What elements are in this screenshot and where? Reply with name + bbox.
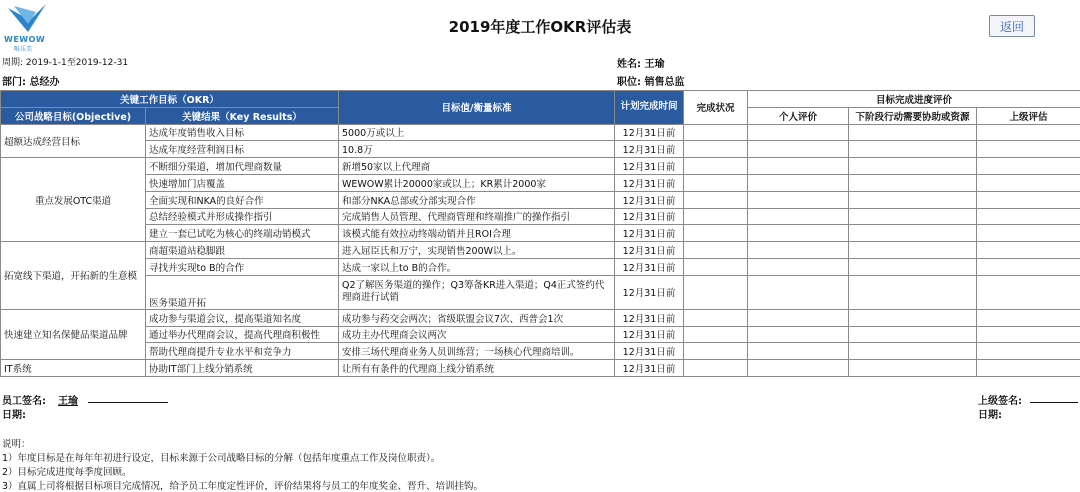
key-result-cell: 医务渠道开拓 <box>146 275 339 309</box>
self-eval-cell[interactable] <box>748 275 849 309</box>
position-label: 职位: 销售总监 <box>617 77 685 88</box>
self-eval-cell[interactable] <box>748 174 849 191</box>
target-cell: 成功参与药交会两次；省级联盟会议7次、西普会1次 <box>339 309 615 326</box>
status-cell[interactable] <box>684 309 748 326</box>
employee-signature-name: 王瑜 <box>58 396 78 407</box>
status-cell[interactable] <box>684 242 748 259</box>
self-eval-cell[interactable] <box>748 258 849 275</box>
superior-eval-cell[interactable] <box>977 208 1080 225</box>
next-stage-cell[interactable] <box>849 225 977 242</box>
name-label: 姓名: 王瑜 <box>617 59 665 70</box>
date-cell: 12月31日前 <box>615 141 684 158</box>
date-cell: 12月31日前 <box>615 242 684 259</box>
table-row <box>1 360 1080 377</box>
status-cell[interactable] <box>684 208 748 225</box>
logo-subtext: 唯乐美 <box>14 46 33 53</box>
employee-date-label: 日期: <box>2 410 26 421</box>
date-cell: 12月31日前 <box>615 191 684 208</box>
status-cell[interactable] <box>684 191 748 208</box>
superior-eval-cell[interactable] <box>977 191 1080 208</box>
table-row <box>1 141 1080 158</box>
superior-eval-cell[interactable] <box>977 225 1080 242</box>
key-result-cell: 商超渠道站稳脚跟 <box>146 242 339 259</box>
next-stage-cell[interactable] <box>849 360 977 377</box>
target-cell: 进入屈臣氏和万宁，实现销售200W以上。 <box>339 242 615 259</box>
period-label: 周期: 2019-1-1至2019-12-31 <box>2 58 129 68</box>
next-stage-cell[interactable] <box>849 141 977 158</box>
next-stage-cell[interactable] <box>849 208 977 225</box>
objective-cell: 快速建立知名保健品渠道品牌 <box>1 309 146 359</box>
key-result-cell: 达成年度经营利润目标 <box>146 141 339 158</box>
superior-eval-cell[interactable] <box>977 242 1080 259</box>
key-results-header: 关键结果（Key Results） <box>146 107 339 124</box>
superior-eval-cell[interactable] <box>977 258 1080 275</box>
employee-signature-label: 员工签名: <box>2 396 46 407</box>
planned-time-header: 计划完成时间 <box>615 91 684 125</box>
superior-signature-label: 上级签名: <box>978 396 1022 407</box>
self-eval-cell[interactable] <box>748 343 849 360</box>
status-cell[interactable] <box>684 158 748 175</box>
objective-header: 公司战略目标(Objective) <box>1 107 146 124</box>
superior-eval-cell[interactable] <box>977 174 1080 191</box>
table-row <box>1 225 1080 242</box>
superior-eval-cell[interactable] <box>977 343 1080 360</box>
table-row <box>1 124 1080 141</box>
table-row <box>1 343 1080 360</box>
employee-signature-line <box>88 402 168 403</box>
superior-eval-cell[interactable] <box>977 360 1080 377</box>
status-cell[interactable] <box>684 174 748 191</box>
date-cell: 12月31日前 <box>615 158 684 175</box>
key-result-cell: 达成年度销售收入目标 <box>146 124 339 141</box>
next-stage-cell[interactable] <box>849 191 977 208</box>
target-cell: 完成销售人员管理、代理商管理和终端推广的操作指引 <box>339 208 615 225</box>
next-stage-cell[interactable] <box>849 242 977 259</box>
status-header: 完成状况 <box>684 91 748 125</box>
superior-eval-cell[interactable] <box>977 124 1080 141</box>
key-result-cell: 协助IT部门上线分销系统 <box>146 360 339 377</box>
next-stage-cell[interactable] <box>849 158 977 175</box>
superior-eval-cell[interactable] <box>977 158 1080 175</box>
target-header: 目标值/衡量标准 <box>339 91 615 125</box>
notes-title: 说明： <box>2 439 31 450</box>
key-result-cell: 建立一套已试吃为核心的终端动销模式 <box>146 225 339 242</box>
key-result-cell: 不断细分渠道，增加代理商数量 <box>146 158 339 175</box>
date-cell: 12月31日前 <box>615 208 684 225</box>
date-cell: 12月31日前 <box>615 343 684 360</box>
date-cell: 12月31日前 <box>615 258 684 275</box>
superior-eval-cell[interactable] <box>977 309 1080 326</box>
date-cell: 12月31日前 <box>615 309 684 326</box>
target-cell: 新增50家以上代理商 <box>339 158 615 175</box>
page-title: 2019年度工作OKR评估表 <box>448 18 632 36</box>
superior-eval-cell[interactable] <box>977 326 1080 343</box>
self-eval-cell[interactable] <box>748 309 849 326</box>
objective-cell: IT系统 <box>1 360 146 377</box>
note-item: 1）年度目标是在每年年初进行设定，目标来源于公司战略目标的分解（包括年度重点工作及岗位职责）。 <box>2 453 441 464</box>
superior-eval-cell[interactable] <box>977 275 1080 309</box>
objective-cell: 重点发展OTC渠道 <box>1 158 146 242</box>
note-item: 3）直属上司将根据目标项目完成情况，给予员工年度定性评价，评价结果将与员工的年度奖金、晋升、培训挂钩。 <box>2 481 484 492</box>
date-cell: 12月31日前 <box>615 225 684 242</box>
table-row <box>1 326 1080 343</box>
next-stage-cell[interactable] <box>849 124 977 141</box>
table-row <box>1 174 1080 191</box>
note-item: 2）目标完成进度每季度回顾。 <box>2 467 132 478</box>
target-cell: 让所有有条件的代理商上线分销系统 <box>339 360 615 377</box>
next-stage-cell[interactable] <box>849 174 977 191</box>
target-cell: 和部分NKA总部或分部实现合作 <box>339 191 615 208</box>
status-cell[interactable] <box>684 124 748 141</box>
goals-group-header: 关键工作目标（OKR） <box>1 91 339 108</box>
status-cell[interactable] <box>684 360 748 377</box>
key-result-cell: 总结经验模式并形成操作指引 <box>146 208 339 225</box>
key-result-cell: 快速增加门店覆盖 <box>146 174 339 191</box>
next-stage-cell[interactable] <box>849 309 977 326</box>
progress-group-header: 目标完成进度评价 <box>748 91 1080 108</box>
self-eval-cell[interactable] <box>748 225 849 242</box>
superior-signature-line <box>1030 402 1078 403</box>
self-eval-cell[interactable] <box>748 191 849 208</box>
status-cell[interactable] <box>684 275 748 309</box>
status-cell[interactable] <box>684 326 748 343</box>
key-result-cell: 成功参与渠道会议，提高渠道知名度 <box>146 309 339 326</box>
self-eval-cell[interactable] <box>748 360 849 377</box>
table-row <box>1 158 1080 175</box>
next-stage-cell[interactable] <box>849 275 977 309</box>
target-cell: WEWOW累计20000家或以上；KR累计2000家 <box>339 174 615 191</box>
target-cell: 达成一家以上to B的合作。 <box>339 258 615 275</box>
superior-eval-cell[interactable] <box>977 141 1080 158</box>
date-cell: 12月31日前 <box>615 326 684 343</box>
key-result-cell: 帮助代理商提升专业水平和竞争力 <box>146 343 339 360</box>
status-cell[interactable] <box>684 343 748 360</box>
target-cell: 成功主办代理商会议两次 <box>339 326 615 343</box>
superior-eval-header: 上级评估 <box>977 107 1080 124</box>
key-result-cell: 寻找并实现to B的合作 <box>146 258 339 275</box>
table-row <box>1 309 1080 326</box>
next-stage-cell[interactable] <box>849 326 977 343</box>
table-row <box>1 258 1080 275</box>
superior-date-label: 日期: <box>978 410 1002 421</box>
status-cell[interactable] <box>684 258 748 275</box>
table-row <box>1 275 1080 309</box>
date-cell: 12月31日前 <box>615 124 684 141</box>
back-button[interactable]: 返回 <box>989 15 1035 37</box>
self-eval-cell[interactable] <box>748 326 849 343</box>
table-row <box>1 191 1080 208</box>
date-cell: 12月31日前 <box>615 360 684 377</box>
target-cell: 安排三场代理商业务人员训练营；一场核心代理商培训。 <box>339 343 615 360</box>
next-stage-cell[interactable] <box>849 258 977 275</box>
status-cell[interactable] <box>684 225 748 242</box>
key-result-cell: 通过举办代理商会议，提高代理商积极性 <box>146 326 339 343</box>
table-row <box>1 208 1080 225</box>
next-stage-cell[interactable] <box>849 343 977 360</box>
status-cell[interactable] <box>684 141 748 158</box>
target-cell: 10.8万 <box>339 141 615 158</box>
self-eval-cell[interactable] <box>748 124 849 141</box>
date-cell: 12月31日前 <box>615 174 684 191</box>
date-cell: 12月31日前 <box>615 275 684 309</box>
okr-table <box>0 90 1080 377</box>
self-eval-header: 个人评价 <box>748 107 849 124</box>
okr-table-body <box>1 124 1080 376</box>
department-label: 部门: 总经办 <box>2 77 60 88</box>
self-eval-cell[interactable] <box>748 208 849 225</box>
self-eval-cell[interactable] <box>748 242 849 259</box>
table-row <box>1 242 1080 259</box>
target-cell: 该模式能有效拉动终端动销并且ROI合理 <box>339 225 615 242</box>
logo-text: WEWOW <box>4 35 46 44</box>
key-result-cell: 全面实现和NKA的良好合作 <box>146 191 339 208</box>
target-cell: Q2了解医务渠道的操作；Q3筹备KR进入渠道；Q4正式签约代理商进行试销 <box>339 275 615 309</box>
self-eval-cell[interactable] <box>748 158 849 175</box>
target-cell: 5000万或以上 <box>339 124 615 141</box>
next-stage-header: 下阶段行动需要协助或资源 <box>849 107 977 124</box>
objective-cell: 超额达成经营目标 <box>1 124 146 158</box>
self-eval-cell[interactable] <box>748 141 849 158</box>
objective-cell: 拓宽线下渠道，开拓新的生意模 <box>1 242 146 310</box>
